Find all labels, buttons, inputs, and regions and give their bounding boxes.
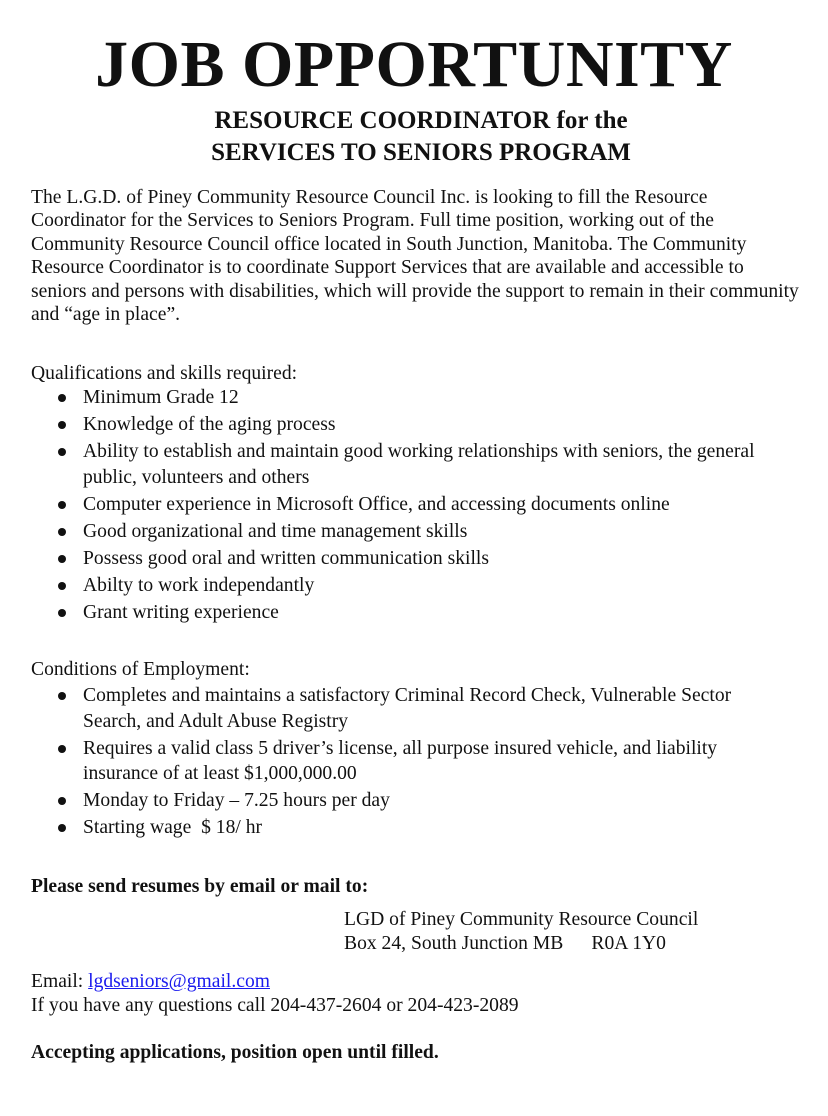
list-item: Abilty to work independantly [0, 573, 800, 599]
address-line-1: LGD of Piney Community Resource Council [344, 909, 699, 930]
list-item: Starting wage $ 18/ hr [0, 815, 800, 841]
phone-line: If you have any questions call 204-437-2604 or 204-423-2089 [31, 994, 519, 1016]
address-line-2 [344, 932, 698, 956]
qualifications-heading: Qualifications and skills required: [31, 363, 298, 384]
list-item: Ability to establish and maintain good working relationships with seniors, the general public, volunteers and others [0, 439, 800, 490]
list-item: Good organizational and time management skills [0, 519, 800, 545]
list-item: Requires a valid class 5 driver’s license, all purpose insured vehicle, and liability insurance of at least $1,000,000.00 [0, 736, 800, 787]
intro-paragraph: The L.G.D. of Piney Community Resource Council Inc. is looking to fill the Resource Coordinator for the Services to Seniors Program. Full time position, working out of the Community Resource Council office located in South Junction, Manitoba. The Community Resource Coordinator is to coordinate Support Services that are available and accessible to seniors and persons with disabilities, which will provide the support to remain in their community and “age in place”. [31, 187, 799, 326]
list-item: Minimum Grade 12 [0, 385, 800, 411]
page-title: JOB OPPORTUNITY [95, 28, 733, 101]
position-subtitle [0, 105, 828, 169]
list-item: Knowledge of the aging process [0, 412, 800, 438]
email-link[interactable]: lgdseniors@gmail.com [88, 971, 270, 992]
email-label: Email: [31, 971, 89, 992]
footer-note: Accepting applications, position open until filled. [31, 1042, 439, 1063]
email-line [31, 970, 519, 994]
list-item: Monday to Friday – 7.25 hours per day [0, 788, 800, 814]
qualifications-list [0, 385, 800, 627]
list-item: Completes and maintains a satisfactory Criminal Record Check, Vulnerable Sector Search, and Adult Abuse Registry [0, 683, 800, 734]
list-item: Grant writing experience [0, 600, 800, 626]
send-resumes-label: Please send resumes by email or mail to: [31, 876, 369, 897]
subtitle-line-2: SERVICES TO SENIORS PROGRAM [211, 139, 631, 166]
conditions-heading: Conditions of Employment: [31, 659, 250, 680]
mailing-address [344, 908, 698, 955]
subtitle-line-1: RESOURCE COORDINATOR for the [214, 107, 628, 134]
contact-info [31, 970, 519, 1017]
conditions-list [0, 683, 800, 842]
postal-code: R0A 1Y0 [591, 932, 666, 954]
list-item: Computer experience in Microsoft Office, and accessing documents online [0, 492, 800, 518]
address-street: Box 24, South Junction MB [344, 932, 564, 954]
list-item: Possess good oral and written communication skills [0, 546, 800, 572]
